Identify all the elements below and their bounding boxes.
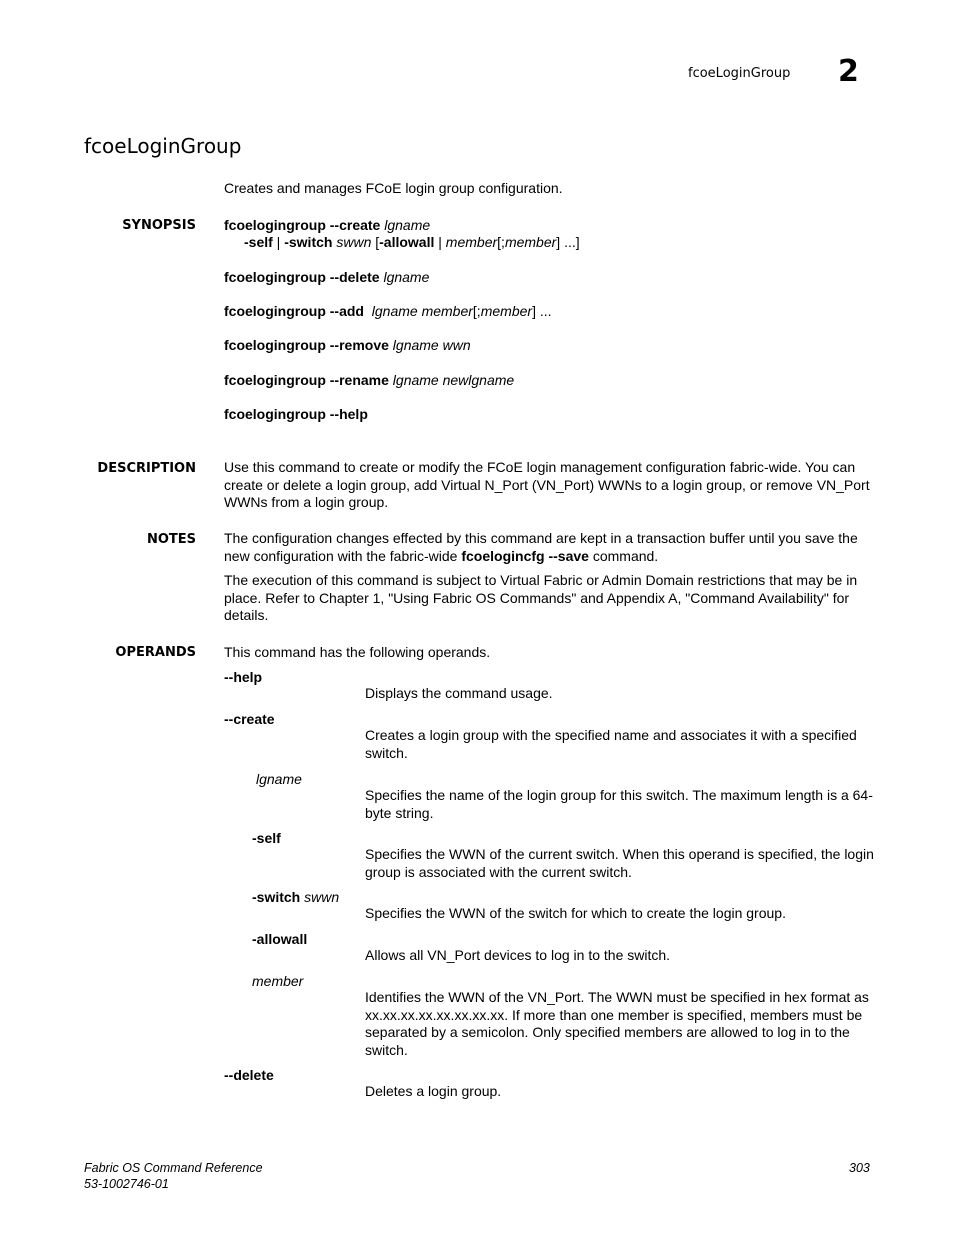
- operand-lgname-term: lgname: [256, 771, 302, 787]
- operand-self-desc: Specifies the WWN of the current switch. When this operand is specified, the login group is associated with the current switch.: [365, 846, 874, 880]
- operand-create-term: --create: [224, 711, 275, 727]
- footer-doc-number: 53-1002746-01: [84, 1177, 169, 1191]
- operand-delete-term: --delete: [224, 1067, 274, 1083]
- footer-book-title: Fabric OS Command Reference: [84, 1161, 263, 1175]
- operand-allowall-desc: Allows all VN_Port devices to log in to the switch.: [365, 947, 671, 963]
- operand-delete-desc: Deletes a login group.: [365, 1083, 502, 1099]
- operand-create-desc: Creates a login group with the specified name and associates it with a specified switch.: [365, 727, 857, 761]
- description-heading: DESCRIPTION: [97, 461, 196, 476]
- running-title: fcoeLoginGroup: [688, 66, 791, 81]
- synopsis-delete: fcoelogingroup --delete lgname: [224, 269, 430, 285]
- synopsis-create: fcoelogingroup --create lgname: [224, 217, 431, 233]
- operand-self-term: -self: [252, 830, 281, 846]
- operands-heading: OPERANDS: [115, 645, 196, 660]
- synopsis-remove: fcoelogingroup --remove lgname wwn: [224, 337, 471, 353]
- operands-intro: This command has the following operands.: [224, 644, 491, 660]
- synopsis-rename: fcoelogingroup --rename lgname newlgname: [224, 372, 515, 388]
- operand-allowall-term: -allowall: [252, 931, 308, 947]
- notes-paragraph-2: The execution of this command is subject to Virtual Fabric or Admin Domain restrictions that may be in place. Refer to Chapter 1, "Using Fabric OS Commands" and Appendix A, "Command Availability" for details.: [224, 572, 858, 623]
- chapter-number: 2: [838, 54, 859, 89]
- operand-help-term: --help: [224, 669, 263, 685]
- operand-lgname-desc: Specifies the name of the login group for this switch. The maximum length is a 64-byte string.: [365, 787, 873, 821]
- synopsis-create-options: -self | -switch swwn [-allowall | member[;member] ...]: [244, 234, 580, 250]
- operand-member-desc: Identifies the WWN of the VN_Port. The WWN must be specified in hex format as xx.xx.xx.xx.xx.xx.xx.xx. If more than one member is specified, members must be separated by a semicolon. Only specified members are allowed to log in to the switch.: [365, 989, 869, 1058]
- intro-text: Creates and manages FCoE login group configuration.: [224, 180, 563, 196]
- synopsis-add: fcoelogingroup --add lgname member[;member] ...: [224, 303, 552, 319]
- notes-paragraph-1: The configuration changes effected by this command are kept in a transaction buffer until you save the new configuration with the fabric-wide fcoelogincfg --save command.: [224, 530, 858, 564]
- notes-heading: NOTES: [146, 532, 196, 547]
- description-text: Use this command to create or modify the FCoE login management configuration fabric-wide. You can create or delete a login group, add Virtual N_Port (VN_Port) WWNs to a login group, or remove VN_Port WWNs from a login group.: [224, 459, 870, 510]
- operand-help-desc: Displays the command usage.: [365, 685, 553, 701]
- synopsis-heading: SYNOPSIS: [122, 218, 196, 233]
- operand-switch-desc: Specifies the WWN of the switch for which to create the login group.: [365, 905, 786, 921]
- synopsis-help: fcoelogingroup --help: [224, 406, 368, 422]
- page-title: fcoeLoginGroup: [84, 134, 242, 158]
- footer-page-number: 303: [849, 1161, 870, 1175]
- operand-member-term: member: [252, 973, 304, 989]
- operand-switch-term: -switch swwn: [252, 889, 340, 905]
